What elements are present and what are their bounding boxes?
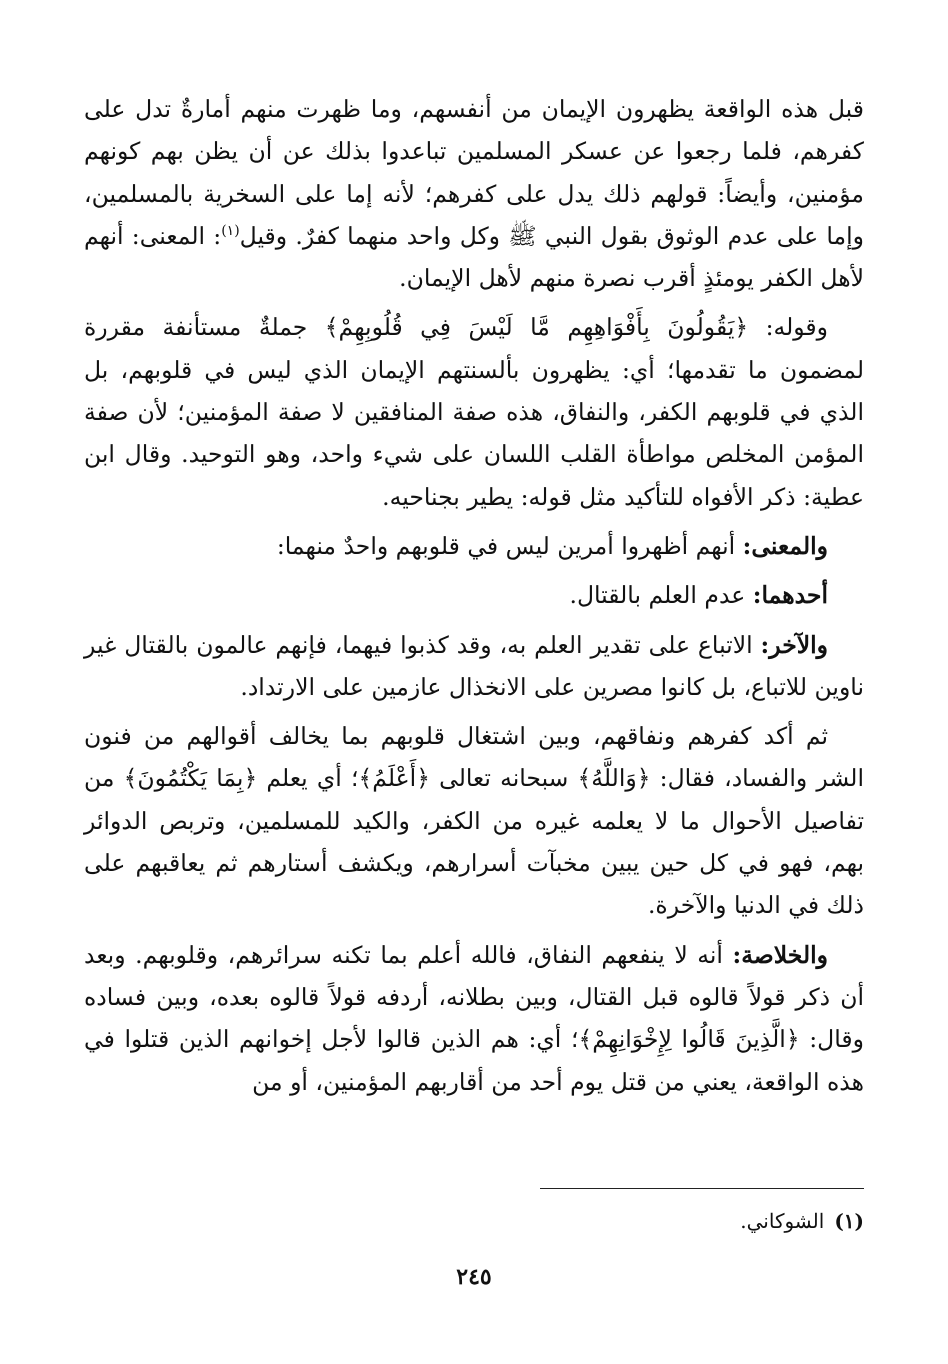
paragraph [84, 88, 864, 299]
paragraph [84, 525, 864, 567]
footnote-number: (١) [834, 1209, 864, 1233]
paragraph-text: قبل هذه الواقعة يظهرون الإيمان من أنفسهم، وما ظهرت منهم أمارةٌ تدل على كفرهم، فلما رجعوا عن عسكر المسلمين تباعدوا بذلك عن أن يظن بهم كونهم مؤمنين، وأيضاً: قولهم ذلك يدل على كفرهم؛ لأنه إما على السخرية بالمسلمين، وإما على عدم الوثوق بقول النبي ﷺ وكل واحد منهما كفرٌ. وقيل [84, 95, 865, 250]
paragraph-text: عدم العلم بالقتال. [569, 581, 753, 610]
footnote-divider [540, 1188, 864, 1189]
footnote [740, 1206, 864, 1236]
paragraph-text: الاتباع على تقدير العلم به، وقد كذبوا فيهما، فإنهم عالمون بالقتال غير ناوين للاتباع، بل كانوا مصرين على الانخذال عازمين على الارتداد. [84, 630, 864, 701]
paragraph [84, 715, 864, 926]
paragraph-text: : المعنى: أنهم لأهل الكفر يومئذٍ أقرب نصرة منهم لأهل الإيمان. [84, 221, 864, 293]
paragraph-text: ثم أكد كفرهم ونفاقهم، وبين اشتغال قلوبهم بما يخالف أقوالهم من فنون الشر والفساد، فقال: ﴿وَاللَّهُ﴾ سبحانه تعالى ﴿أَعْلَمُ﴾؛ أي يعلم ﴿بِمَا يَكْتُمُونَ﴾ من تفاصيل الأحوال ما لا يعلمه غيره من الكفر، والكيد للمسلمين، وتربص الدوائر بهم، فهو في كل حين يبين مخبآت أسرارهم، ويكشف أستارهم ثم يعاقبهم على ذلك في الدنيا والآخرة. [84, 722, 864, 920]
paragraph [84, 934, 864, 1103]
paragraph-text: أنهم أظهروا أمرين ليس في قلوبهم واحدٌ منهما: [276, 531, 743, 560]
paragraph-label: أحدهما: [752, 581, 828, 610]
paragraph [84, 306, 864, 517]
paragraph [84, 574, 864, 616]
paragraph-label: والخلاصة: [732, 940, 828, 969]
paragraph [84, 624, 864, 709]
page-body [84, 88, 864, 1110]
paragraph-label: والمعنى: [742, 531, 828, 560]
paragraph-text: وقوله: ﴿يَقُولُونَ بِأَفْوَاهِهِم مَّا لَيْسَ فِي قُلُوبِهِمْ﴾ جملةٌ مستأنفة مقررة لمضمون ما تقدمها؛ أي: يظهرون بألسنتهم الإيمان الذي ليس في قلوبهم، بل الذي في قلوبهم الكفر، والنفاق، هذه صفة المنافقين لا صفة المؤمنين؛ لأن صفة المؤمن المخلص مواطأة القلب اللسان على شيء واحد، وهو التوحيد. وقال ابن عطية: ذكر الأفواه للتأكيد مثل قوله: يطير بجناحيه. [84, 313, 864, 511]
paragraph-text: أنه لا ينفعهم النفاق، فالله أعلم بما تكنه سرائرهم، وقلوبهم. وبعد أن ذكر قولاً قالوه قبل القتال، وبين بطلانه، أردفه قولاً قالوه بعده، وبين فساده وقال: ﴿الَّذِينَ قَالُوا لِإِخْوَانِهِمْ﴾؛ أي: هم الذين قالوا لأجل إخوانهم الذين قتلوا في هذه الواقعة، يعني من قتل يوم أحد من أقاربهم المؤمنين، أو من [84, 940, 864, 1096]
footnote-reference: (١) [221, 223, 240, 240]
paragraph-label: والآخر: [760, 630, 828, 659]
footnote-text: الشوكاني. [740, 1209, 825, 1233]
page-number: ٢٤٥ [456, 1264, 492, 1290]
